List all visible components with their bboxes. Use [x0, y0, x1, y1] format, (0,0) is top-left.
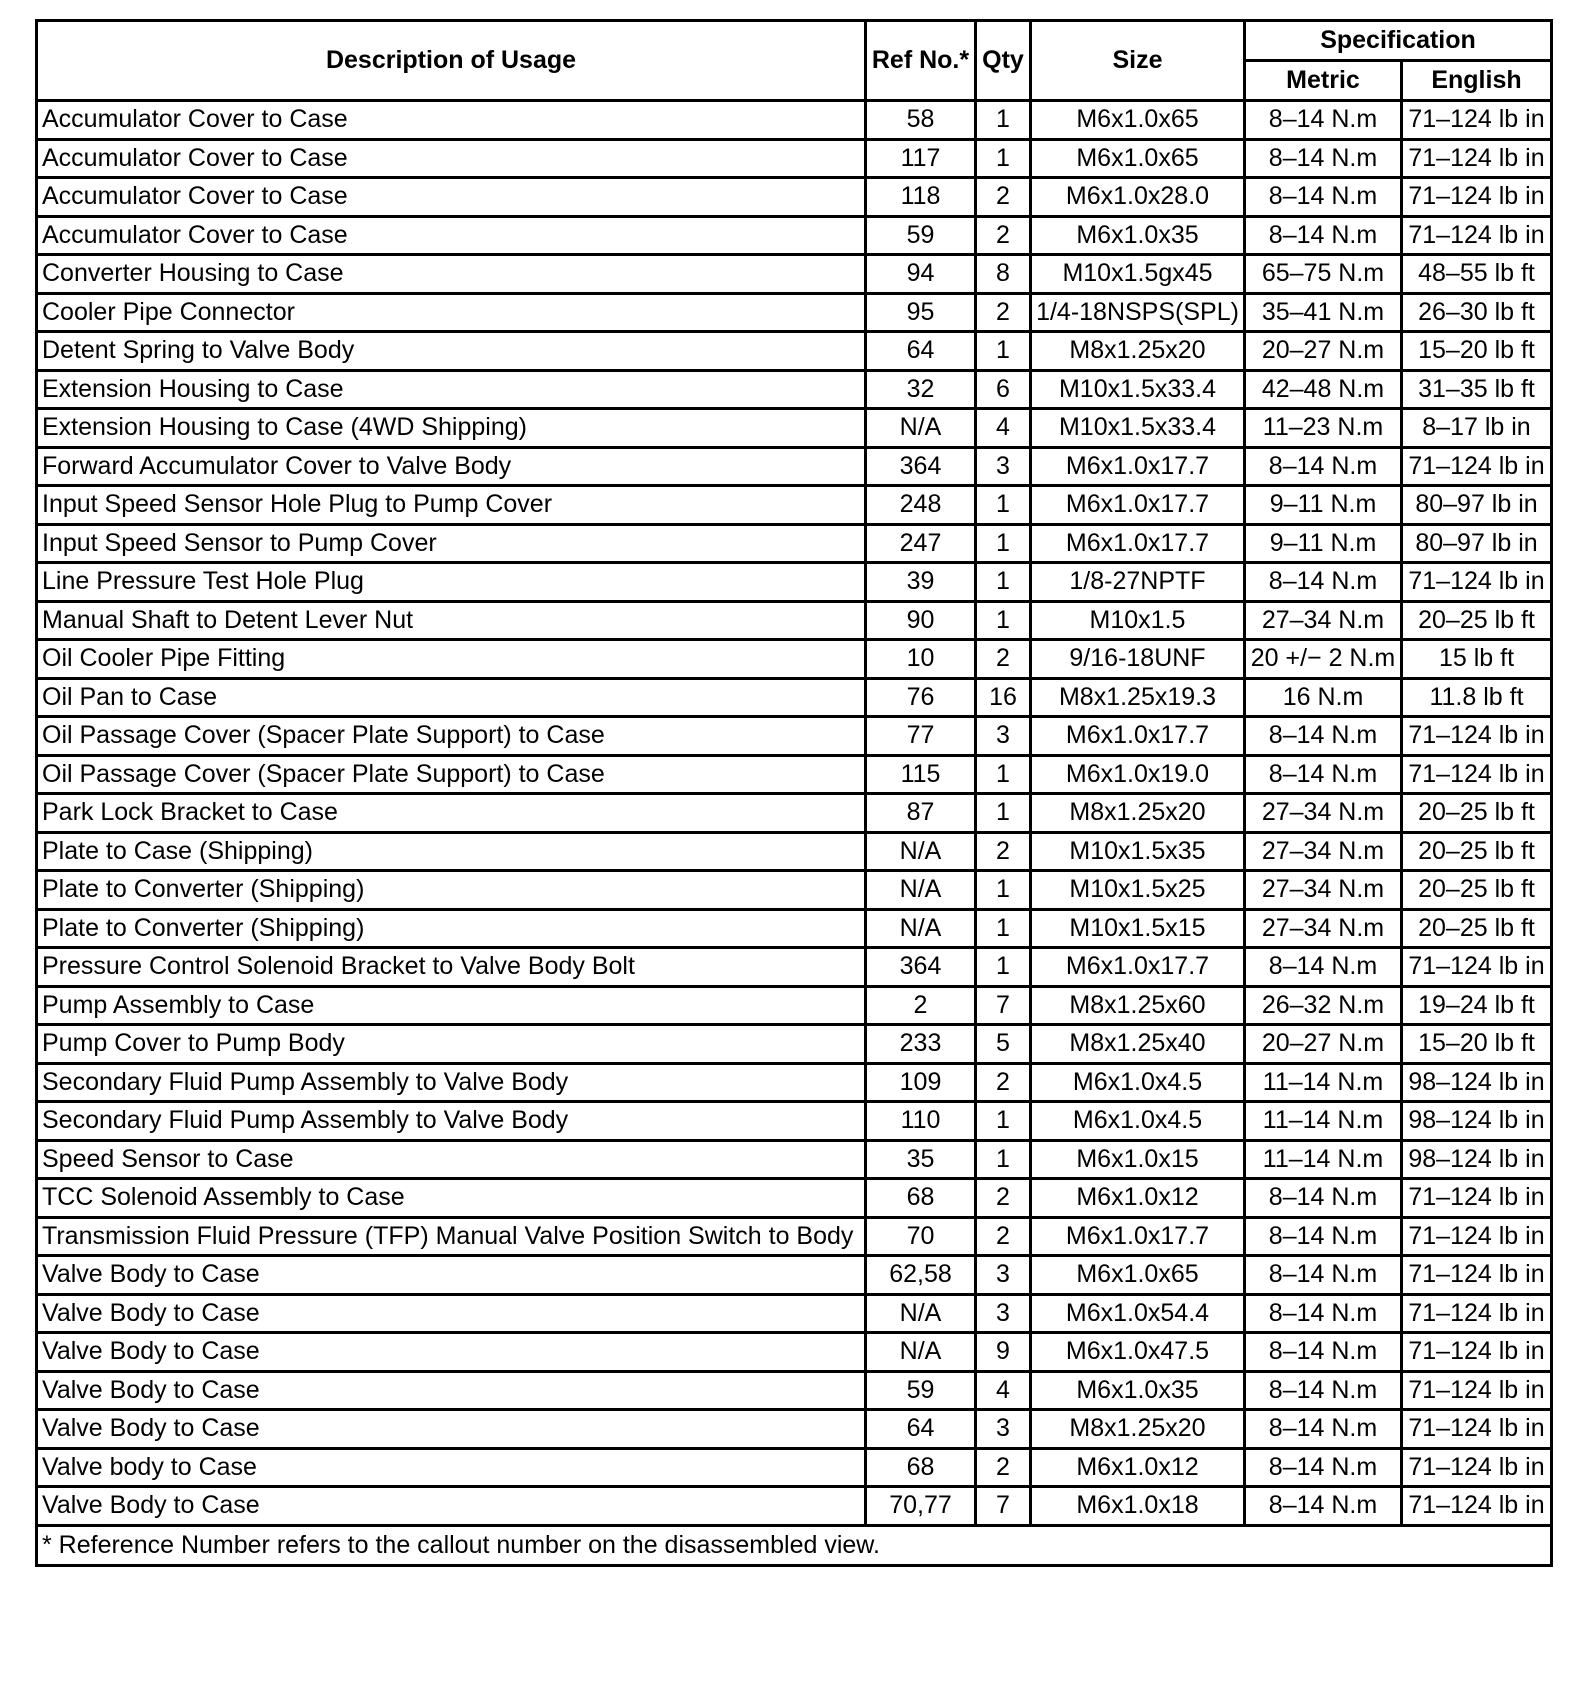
cell-size: M6x1.0x65	[1031, 139, 1245, 178]
cell-english: 98–124 lb in	[1402, 1063, 1552, 1102]
cell-qty: 2	[976, 178, 1031, 217]
cell-metric: 8–14 N.m	[1245, 178, 1402, 217]
cell-description: Valve Body to Case	[37, 1487, 866, 1526]
cell-qty: 2	[976, 640, 1031, 679]
cell-metric: 11–23 N.m	[1245, 409, 1402, 448]
table-row	[37, 1217, 1552, 1256]
cell-size: M8x1.25x60	[1031, 986, 1245, 1025]
table-header	[37, 21, 1552, 101]
cell-metric: 8–14 N.m	[1245, 139, 1402, 178]
cell-metric: 8–14 N.m	[1245, 1179, 1402, 1218]
cell-metric: 11–14 N.m	[1245, 1063, 1402, 1102]
cell-english: 80–97 lb in	[1402, 524, 1552, 563]
cell-metric: 27–34 N.m	[1245, 794, 1402, 833]
cell-english: 71–124 lb in	[1402, 1333, 1552, 1372]
cell-english: 15–20 lb ft	[1402, 1025, 1552, 1064]
cell-metric: 8–14 N.m	[1245, 1448, 1402, 1487]
cell-metric: 8–14 N.m	[1245, 1487, 1402, 1526]
cell-english: 71–124 lb in	[1402, 447, 1552, 486]
cell-metric: 8–14 N.m	[1245, 1256, 1402, 1295]
cell-size: M10x1.5x15	[1031, 909, 1245, 948]
cell-ref-no: 118	[866, 178, 976, 217]
cell-size: M6x1.0x15	[1031, 1140, 1245, 1179]
cell-size: M6x1.0x17.7	[1031, 447, 1245, 486]
table-row	[37, 601, 1552, 640]
cell-english: 71–124 lb in	[1402, 563, 1552, 602]
cell-ref-no: 68	[866, 1179, 976, 1218]
table-row	[37, 1410, 1552, 1449]
cell-description: Forward Accumulator Cover to Valve Body	[37, 447, 866, 486]
cell-ref-no: N/A	[866, 1333, 976, 1372]
table-row	[37, 1371, 1552, 1410]
cell-description: Plate to Converter (Shipping)	[37, 871, 866, 910]
cell-english: 71–124 lb in	[1402, 1371, 1552, 1410]
cell-metric: 42–48 N.m	[1245, 370, 1402, 409]
cell-size: M6x1.0x17.7	[1031, 948, 1245, 987]
cell-ref-no: N/A	[866, 1294, 976, 1333]
cell-ref-no: 64	[866, 332, 976, 371]
cell-qty: 1	[976, 601, 1031, 640]
cell-qty: 1	[976, 139, 1031, 178]
cell-description: Pump Cover to Pump Body	[37, 1025, 866, 1064]
cell-ref-no: 70,77	[866, 1487, 976, 1526]
table-row	[37, 332, 1552, 371]
cell-size: 1/8-27NPTF	[1031, 563, 1245, 602]
cell-metric: 9–11 N.m	[1245, 524, 1402, 563]
cell-qty: 2	[976, 1217, 1031, 1256]
cell-ref-no: 233	[866, 1025, 976, 1064]
header-qty: Qty	[976, 21, 1031, 101]
cell-ref-no: N/A	[866, 909, 976, 948]
fastener-specification-table	[35, 19, 1553, 1567]
table-row	[37, 794, 1552, 833]
cell-description: Valve Body to Case	[37, 1294, 866, 1333]
cell-ref-no: 68	[866, 1448, 976, 1487]
cell-english: 71–124 lb in	[1402, 1448, 1552, 1487]
cell-description: Secondary Fluid Pump Assembly to Valve Body	[37, 1063, 866, 1102]
cell-ref-no: 10	[866, 640, 976, 679]
cell-size: M10x1.5	[1031, 601, 1245, 640]
cell-english: 71–124 lb in	[1402, 755, 1552, 794]
cell-ref-no: N/A	[866, 871, 976, 910]
cell-size: M6x1.0x35	[1031, 216, 1245, 255]
cell-qty: 1	[976, 794, 1031, 833]
cell-size: M8x1.25x19.3	[1031, 678, 1245, 717]
cell-metric: 8–14 N.m	[1245, 1333, 1402, 1372]
cell-ref-no: N/A	[866, 832, 976, 871]
cell-description: Accumulator Cover to Case	[37, 216, 866, 255]
cell-metric: 8–14 N.m	[1245, 563, 1402, 602]
cell-ref-no: 364	[866, 447, 976, 486]
cell-size: M8x1.25x20	[1031, 794, 1245, 833]
table-row	[37, 1487, 1552, 1526]
cell-size: M6x1.0x17.7	[1031, 524, 1245, 563]
cell-english: 71–124 lb in	[1402, 216, 1552, 255]
cell-ref-no: 364	[866, 948, 976, 987]
cell-qty: 2	[976, 1179, 1031, 1218]
cell-metric: 35–41 N.m	[1245, 293, 1402, 332]
table-row	[37, 678, 1552, 717]
cell-qty: 2	[976, 293, 1031, 332]
cell-size: M10x1.5x33.4	[1031, 409, 1245, 448]
cell-english: 19–24 lb ft	[1402, 986, 1552, 1025]
cell-description: Accumulator Cover to Case	[37, 178, 866, 217]
cell-size: M6x1.0x28.0	[1031, 178, 1245, 217]
cell-english: 20–25 lb ft	[1402, 871, 1552, 910]
cell-ref-no: 32	[866, 370, 976, 409]
cell-ref-no: 247	[866, 524, 976, 563]
table-row	[37, 524, 1552, 563]
cell-english: 15–20 lb ft	[1402, 332, 1552, 371]
cell-description: Cooler Pipe Connector	[37, 293, 866, 332]
cell-qty: 1	[976, 1140, 1031, 1179]
table-row	[37, 139, 1552, 178]
cell-ref-no: 62,58	[866, 1256, 976, 1295]
cell-qty: 3	[976, 717, 1031, 756]
cell-description: Secondary Fluid Pump Assembly to Valve Body	[37, 1102, 866, 1141]
cell-size: M6x1.0x4.5	[1031, 1063, 1245, 1102]
cell-qty: 1	[976, 755, 1031, 794]
cell-size: 9/16-18UNF	[1031, 640, 1245, 679]
cell-qty: 2	[976, 1063, 1031, 1102]
cell-metric: 8–14 N.m	[1245, 216, 1402, 255]
table-row	[37, 255, 1552, 294]
cell-metric: 8–14 N.m	[1245, 1410, 1402, 1449]
cell-metric: 27–34 N.m	[1245, 871, 1402, 910]
cell-qty: 5	[976, 1025, 1031, 1064]
cell-size: 1/4-18NSPS(SPL)	[1031, 293, 1245, 332]
cell-metric: 8–14 N.m	[1245, 1371, 1402, 1410]
cell-description: Valve Body to Case	[37, 1371, 866, 1410]
cell-english: 71–124 lb in	[1402, 1179, 1552, 1218]
cell-qty: 1	[976, 1102, 1031, 1141]
cell-metric: 20 +/− 2 N.m	[1245, 640, 1402, 679]
header-size: Size	[1031, 21, 1245, 101]
cell-metric: 8–14 N.m	[1245, 755, 1402, 794]
cell-qty: 1	[976, 486, 1031, 525]
cell-qty: 1	[976, 524, 1031, 563]
cell-size: M6x1.0x18	[1031, 1487, 1245, 1526]
cell-english: 15 lb ft	[1402, 640, 1552, 679]
cell-english: 20–25 lb ft	[1402, 794, 1552, 833]
cell-qty: 7	[976, 986, 1031, 1025]
cell-english: 98–124 lb in	[1402, 1102, 1552, 1141]
cell-description: Extension Housing to Case (4WD Shipping)	[37, 409, 866, 448]
table-row	[37, 447, 1552, 486]
cell-english: 71–124 lb in	[1402, 1410, 1552, 1449]
cell-ref-no: 87	[866, 794, 976, 833]
cell-description: Speed Sensor to Case	[37, 1140, 866, 1179]
cell-qty: 4	[976, 409, 1031, 448]
cell-metric: 20–27 N.m	[1245, 332, 1402, 371]
cell-english: 20–25 lb ft	[1402, 909, 1552, 948]
cell-ref-no: N/A	[866, 409, 976, 448]
cell-metric: 11–14 N.m	[1245, 1102, 1402, 1141]
cell-qty: 1	[976, 948, 1031, 987]
table-row	[37, 832, 1552, 871]
cell-ref-no: 95	[866, 293, 976, 332]
cell-qty: 1	[976, 909, 1031, 948]
cell-english: 80–97 lb in	[1402, 486, 1552, 525]
cell-size: M8x1.25x20	[1031, 1410, 1245, 1449]
table-row	[37, 1448, 1552, 1487]
cell-english: 31–35 lb ft	[1402, 370, 1552, 409]
cell-description: Converter Housing to Case	[37, 255, 866, 294]
cell-description: Line Pressure Test Hole Plug	[37, 563, 866, 602]
cell-qty: 3	[976, 1410, 1031, 1449]
cell-size: M6x1.0x54.4	[1031, 1294, 1245, 1333]
cell-metric: 8–14 N.m	[1245, 447, 1402, 486]
cell-description: Plate to Case (Shipping)	[37, 832, 866, 871]
cell-qty: 16	[976, 678, 1031, 717]
cell-description: Oil Pan to Case	[37, 678, 866, 717]
cell-description: Oil Cooler Pipe Fitting	[37, 640, 866, 679]
cell-size: M6x1.0x65	[1031, 101, 1245, 140]
cell-metric: 8–14 N.m	[1245, 101, 1402, 140]
cell-qty: 4	[976, 1371, 1031, 1410]
cell-ref-no: 117	[866, 139, 976, 178]
cell-description: Input Speed Sensor Hole Plug to Pump Cover	[37, 486, 866, 525]
table-row	[37, 1179, 1552, 1218]
cell-size: M6x1.0x47.5	[1031, 1333, 1245, 1372]
cell-size: M6x1.0x17.7	[1031, 1217, 1245, 1256]
cell-size: M8x1.25x40	[1031, 1025, 1245, 1064]
cell-english: 71–124 lb in	[1402, 1256, 1552, 1295]
header-ref-no: Ref No.*	[866, 21, 976, 101]
table-row	[37, 871, 1552, 910]
table-row	[37, 178, 1552, 217]
header-description: Description of Usage	[37, 21, 866, 101]
cell-ref-no: 115	[866, 755, 976, 794]
cell-english: 71–124 lb in	[1402, 139, 1552, 178]
table-row	[37, 986, 1552, 1025]
cell-metric: 26–32 N.m	[1245, 986, 1402, 1025]
cell-description: Accumulator Cover to Case	[37, 101, 866, 140]
cell-metric: 65–75 N.m	[1245, 255, 1402, 294]
cell-size: M10x1.5x25	[1031, 871, 1245, 910]
cell-size: M6x1.0x17.7	[1031, 717, 1245, 756]
cell-metric: 8–14 N.m	[1245, 1294, 1402, 1333]
cell-english: 20–25 lb ft	[1402, 832, 1552, 871]
cell-qty: 3	[976, 447, 1031, 486]
cell-ref-no: 70	[866, 1217, 976, 1256]
cell-ref-no: 64	[866, 1410, 976, 1449]
table-row	[37, 1025, 1552, 1064]
cell-description: Transmission Fluid Pressure (TFP) Manual Valve Position Switch to Body	[37, 1217, 866, 1256]
cell-ref-no: 77	[866, 717, 976, 756]
table-row	[37, 1063, 1552, 1102]
cell-ref-no: 59	[866, 1371, 976, 1410]
table-row	[37, 1256, 1552, 1295]
cell-english: 11.8 lb ft	[1402, 678, 1552, 717]
cell-description: Oil Passage Cover (Spacer Plate Support) to Case	[37, 717, 866, 756]
cell-description: Park Lock Bracket to Case	[37, 794, 866, 833]
cell-english: 71–124 lb in	[1402, 1294, 1552, 1333]
cell-metric: 8–14 N.m	[1245, 1217, 1402, 1256]
cell-qty: 3	[976, 1256, 1031, 1295]
cell-size: M6x1.0x65	[1031, 1256, 1245, 1295]
table-row	[37, 909, 1552, 948]
cell-metric: 20–27 N.m	[1245, 1025, 1402, 1064]
cell-metric: 8–14 N.m	[1245, 948, 1402, 987]
table-row	[37, 293, 1552, 332]
cell-qty: 2	[976, 1448, 1031, 1487]
cell-english: 20–25 lb ft	[1402, 601, 1552, 640]
header-specification: Specification	[1245, 21, 1552, 61]
cell-size: M8x1.25x20	[1031, 332, 1245, 371]
cell-metric: 27–34 N.m	[1245, 832, 1402, 871]
cell-qty: 1	[976, 871, 1031, 910]
cell-ref-no: 59	[866, 216, 976, 255]
cell-qty: 2	[976, 832, 1031, 871]
cell-english: 71–124 lb in	[1402, 178, 1552, 217]
cell-size: M10x1.5x35	[1031, 832, 1245, 871]
cell-english: 71–124 lb in	[1402, 101, 1552, 140]
cell-ref-no: 248	[866, 486, 976, 525]
table-row	[37, 486, 1552, 525]
cell-description: Valve body to Case	[37, 1448, 866, 1487]
cell-size: M6x1.0x12	[1031, 1179, 1245, 1218]
cell-description: Detent Spring to Valve Body	[37, 332, 866, 371]
cell-description: Extension Housing to Case	[37, 370, 866, 409]
cell-ref-no: 39	[866, 563, 976, 602]
cell-description: Input Speed Sensor to Pump Cover	[37, 524, 866, 563]
cell-description: Valve Body to Case	[37, 1333, 866, 1372]
table-row	[37, 1102, 1552, 1141]
cell-metric: 11–14 N.m	[1245, 1140, 1402, 1179]
cell-metric: 27–34 N.m	[1245, 909, 1402, 948]
cell-english: 71–124 lb in	[1402, 948, 1552, 987]
cell-qty: 2	[976, 216, 1031, 255]
cell-description: Plate to Converter (Shipping)	[37, 909, 866, 948]
table-row	[37, 717, 1552, 756]
table-row	[37, 101, 1552, 140]
cell-qty: 1	[976, 563, 1031, 602]
cell-english: 26–30 lb ft	[1402, 293, 1552, 332]
table-row	[37, 755, 1552, 794]
cell-size: M6x1.0x35	[1031, 1371, 1245, 1410]
cell-qty: 1	[976, 101, 1031, 140]
cell-ref-no: 94	[866, 255, 976, 294]
cell-description: TCC Solenoid Assembly to Case	[37, 1179, 866, 1218]
table-row	[37, 1294, 1552, 1333]
table-row	[37, 370, 1552, 409]
cell-qty: 1	[976, 332, 1031, 371]
cell-size: M6x1.0x12	[1031, 1448, 1245, 1487]
cell-ref-no: 90	[866, 601, 976, 640]
cell-english: 71–124 lb in	[1402, 1487, 1552, 1526]
table-body	[37, 101, 1552, 1526]
cell-size: M10x1.5gx45	[1031, 255, 1245, 294]
table-row	[37, 216, 1552, 255]
cell-metric: 8–14 N.m	[1245, 717, 1402, 756]
cell-english: 48–55 lb ft	[1402, 255, 1552, 294]
cell-english: 71–124 lb in	[1402, 1217, 1552, 1256]
cell-description: Pressure Control Solenoid Bracket to Valve Body Bolt	[37, 948, 866, 987]
table-row	[37, 1333, 1552, 1372]
cell-metric: 16 N.m	[1245, 678, 1402, 717]
table-row	[37, 640, 1552, 679]
cell-size: M6x1.0x4.5	[1031, 1102, 1245, 1141]
cell-description: Pump Assembly to Case	[37, 986, 866, 1025]
cell-metric: 9–11 N.m	[1245, 486, 1402, 525]
cell-size: M6x1.0x17.7	[1031, 486, 1245, 525]
table-row	[37, 948, 1552, 987]
cell-qty: 7	[976, 1487, 1031, 1526]
cell-qty: 6	[976, 370, 1031, 409]
cell-qty: 8	[976, 255, 1031, 294]
table-row	[37, 1140, 1552, 1179]
cell-ref-no: 35	[866, 1140, 976, 1179]
cell-qty: 9	[976, 1333, 1031, 1372]
table-row	[37, 409, 1552, 448]
cell-description: Valve Body to Case	[37, 1410, 866, 1449]
cell-english: 8–17 lb in	[1402, 409, 1552, 448]
cell-qty: 3	[976, 1294, 1031, 1333]
table-row	[37, 563, 1552, 602]
cell-ref-no: 76	[866, 678, 976, 717]
header-metric: Metric	[1245, 61, 1402, 101]
cell-description: Accumulator Cover to Case	[37, 139, 866, 178]
cell-metric: 27–34 N.m	[1245, 601, 1402, 640]
cell-ref-no: 58	[866, 101, 976, 140]
footnote: * Reference Number refers to the callout number on the disassembled view.	[37, 1525, 1552, 1565]
cell-description: Manual Shaft to Detent Lever Nut	[37, 601, 866, 640]
cell-description: Oil Passage Cover (Spacer Plate Support) to Case	[37, 755, 866, 794]
cell-size: M6x1.0x19.0	[1031, 755, 1245, 794]
header-english: English	[1402, 61, 1552, 101]
cell-ref-no: 110	[866, 1102, 976, 1141]
cell-ref-no: 2	[866, 986, 976, 1025]
cell-english: 71–124 lb in	[1402, 717, 1552, 756]
cell-size: M10x1.5x33.4	[1031, 370, 1245, 409]
cell-english: 98–124 lb in	[1402, 1140, 1552, 1179]
cell-description: Valve Body to Case	[37, 1256, 866, 1295]
cell-ref-no: 109	[866, 1063, 976, 1102]
